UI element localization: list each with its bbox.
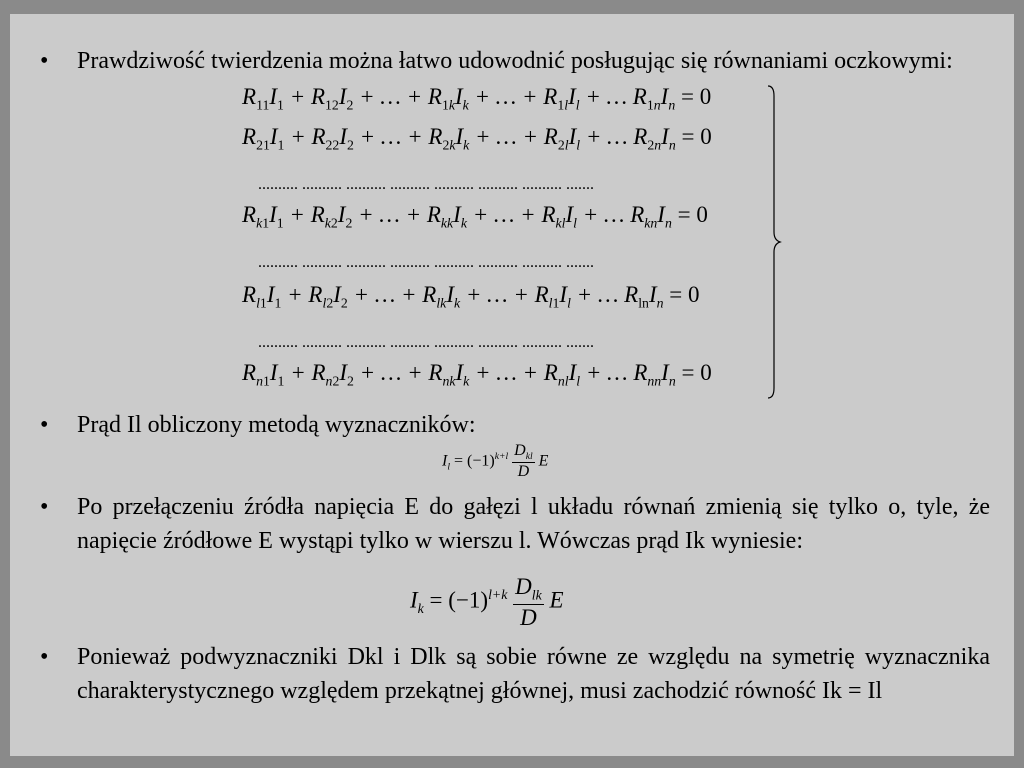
equation-row-l: $R_{l1}I_1 + R_{l2}I_2$ + … + $R_{lk}I_k$ + … + $R_{l1}I_l$ + … $R_{ln}I_n = 0$ bbox=[242, 282, 700, 311]
bullet-symbol: • bbox=[40, 48, 49, 74]
equation-row-k: $R_{k1}I_1 + R_{k2}I_2$ + … + $R_{kk}I_k$ + … + $R_{kl}I_l$ + … $R_{kn}I_n = 0$ bbox=[242, 202, 708, 231]
formula-ik-lhs: I bbox=[410, 587, 418, 613]
mesh-equation-system bbox=[242, 84, 782, 400]
formula-ik-fraction bbox=[513, 574, 544, 631]
equation-row-n: $R_{n1}I_1 + R_{n2}I_2$ + … + $R_{nk}I_k$ + … + $R_{nl}I_l$ + … $R_{nn}I_n = 0$ bbox=[242, 360, 712, 389]
formula-ik-rhs: E bbox=[549, 587, 564, 613]
formula-il-exp: k+l bbox=[494, 450, 509, 462]
formula-il-fraction bbox=[512, 442, 535, 481]
bullet-1 bbox=[40, 44, 990, 78]
formula-il-num: D bbox=[514, 442, 526, 459]
formula-il-den: D bbox=[517, 463, 530, 481]
formula-il-num-sub: kl bbox=[525, 451, 533, 463]
slide bbox=[10, 14, 1014, 756]
bullet-symbol: • bbox=[40, 644, 49, 670]
equation-row-2: $R_{21}I_1 + R_{22}I_2$ + … + $R_{2k}I_k$ + … + $R_{2l}I_l$ + … $R_{2n}I_n = 0$ bbox=[242, 124, 712, 153]
formula-il: $I_l = (-1)^{k+l}$ $\frac{D_{kl}}{D}$ E bbox=[442, 442, 549, 481]
formula-ik-num: D bbox=[515, 574, 532, 599]
bullet-4-text: Ponieważ podwyznaczniki Dkl i Dlk są sobie równe ze względu na symetrię wyznacznika charakterystycznego względem przekątnej głównej, musi zachodzić równość Ik = Il bbox=[77, 644, 990, 704]
ellipsis-row-1: .......... .......... .......... .......... .......... .......... .......... ....... bbox=[258, 176, 594, 193]
formula-il-lhs: I bbox=[442, 452, 448, 470]
equation-row-1: $R_{11}I_1 + R_{12}I_2$ + … + $R_{1k}I_k$ + … + $R_{1l}I_l$ + … $R_{1n}I_n = 0$ bbox=[242, 84, 712, 113]
ellipsis-row-3: .......... .......... .......... .......... .......... .......... .......... ....... bbox=[258, 334, 594, 351]
formula-ik-den: D bbox=[520, 604, 537, 630]
formula-ik-exp: l+k bbox=[488, 586, 508, 602]
formula-ik-lhs-sub: k bbox=[417, 601, 424, 617]
bullet-3 bbox=[40, 490, 990, 558]
formula-ik-sign: −1 bbox=[455, 587, 481, 613]
ellipsis-row-2: .......... .......... .......... .......... .......... .......... .......... ....... bbox=[258, 254, 594, 271]
right-brace bbox=[766, 84, 786, 400]
formula-il-sign: −1 bbox=[472, 452, 490, 470]
formula-ik-num-sub: lk bbox=[531, 587, 542, 603]
formula-ik: $I_k = (-1)^{l+k}$ $\frac{D_{lk}}{D}$ E bbox=[410, 574, 564, 630]
bullet-2 bbox=[40, 408, 990, 442]
bullet-symbol: • bbox=[40, 494, 49, 520]
formula-il-rhs: E bbox=[538, 452, 549, 470]
bullet-4 bbox=[40, 640, 990, 708]
bullet-1-text: Prawdziwość twierdzenia można łatwo udowodnić posługując się równaniami oczkowymi: bbox=[77, 48, 953, 74]
formula-il-lhs-sub: l bbox=[447, 461, 450, 473]
bullet-2-text: Prąd Il obliczony metodą wyznaczników: bbox=[77, 412, 476, 438]
bullet-3-text: Po przełączeniu źródła napięcia E do gałęzi l układu równań zmienią się tylko o, tyle, że napięcie źródłowe E wystąpi tylko w wierszu l. Wówczas prąd Ik wyniesie: bbox=[77, 494, 990, 554]
bullet-symbol: • bbox=[40, 412, 49, 438]
